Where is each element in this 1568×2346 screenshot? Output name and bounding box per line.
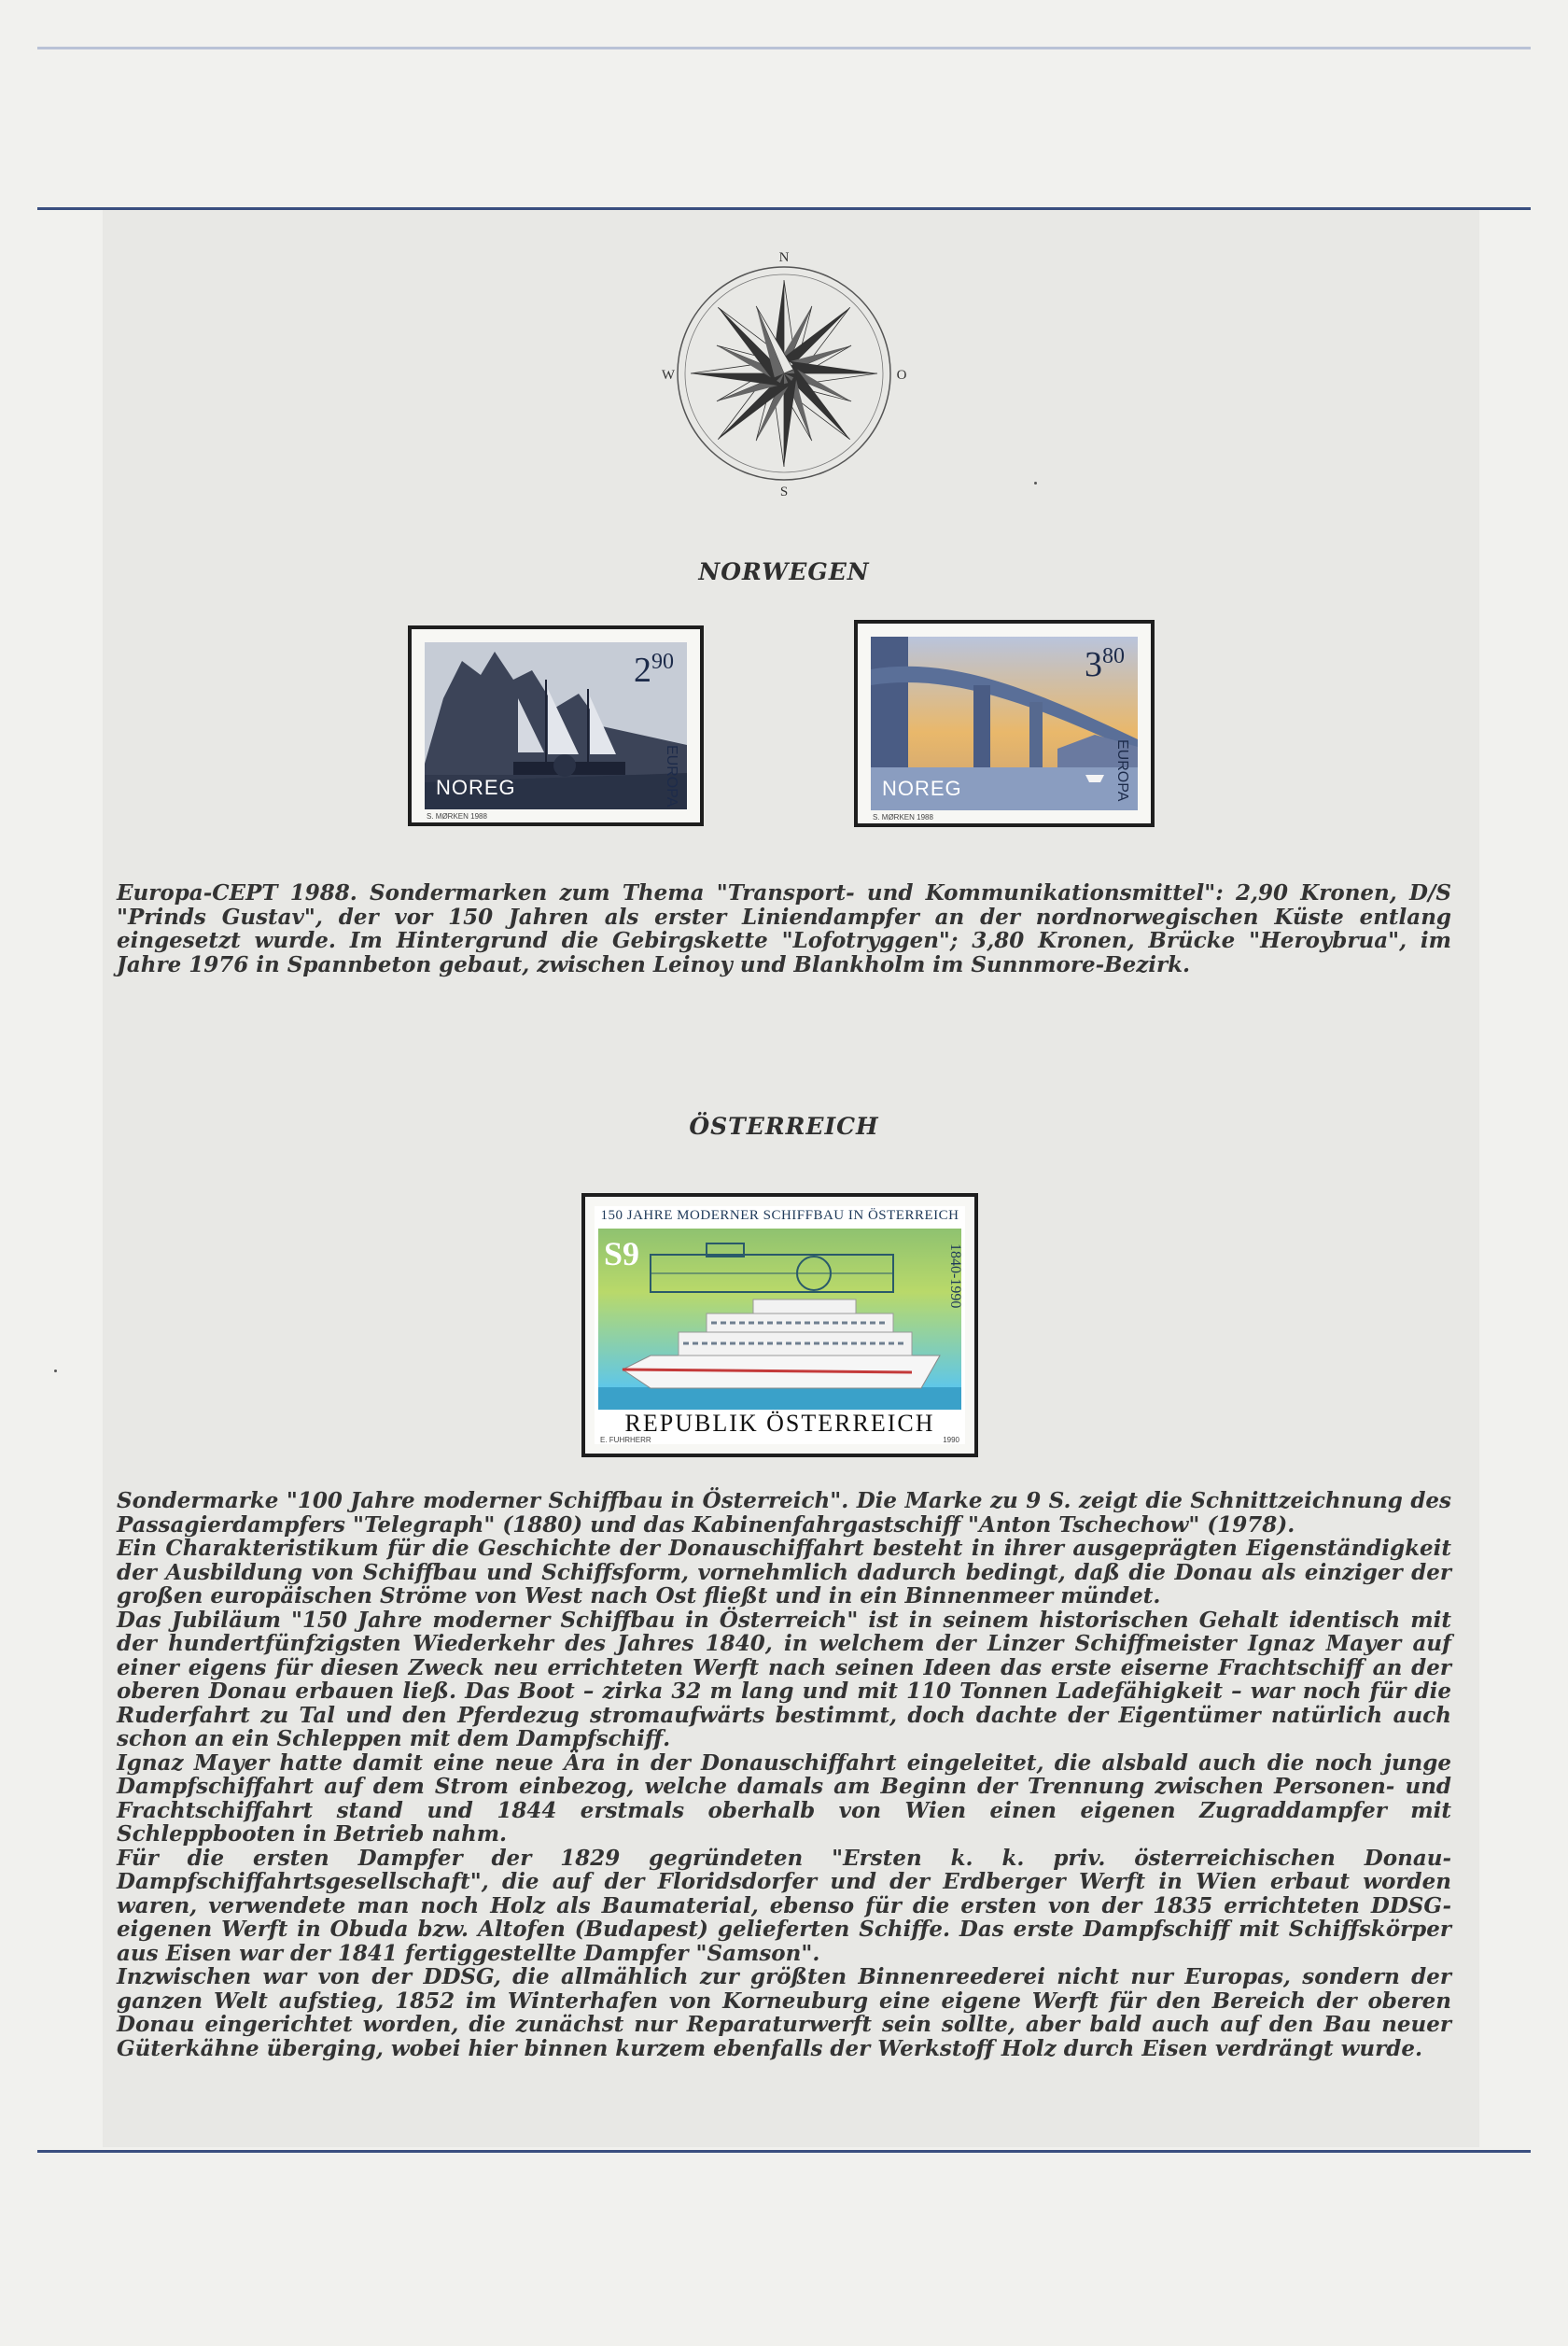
ship-illustration [595, 1206, 965, 1444]
caption-paragraph: Sondermarke "100 Jahre moderner Schiffbau in Österreich". Die Marke zu 9 S. zeigt die Schnittzeichnung des Passagierdampfers "Telegraph" (1880) und das Kabinenfahrgastschiff "Anton Tschechow" (1978). [117, 1488, 1451, 1538]
compass-south: S [779, 485, 789, 499]
stamp-country: NOREG [882, 777, 962, 800]
stamp-austria-s9 [581, 1193, 978, 1457]
europa-label: EUROPA [1114, 739, 1130, 802]
europa-label: EUROPA [664, 745, 679, 808]
stamp-norway-290 [408, 625, 704, 826]
caption-text: Europa-CEPT 1988. Sondermarken zum Thema "Transport- und Kommunikationsmittel": 2,90 Kronen, D/S "Prinds Gustav", der vor 150 Jahren als erster Liniendampfer an der nordnorwegischen Küste entlang eingesetzt wurde. Im Hintergrund die Gebirgskette "Lofotryggen"; 3,80 Kronen, Brücke "Heroybrua", im Jahre 1976 in Spannbeton gebaut, zwischen Leinoy und Blankholm im Sunnmore-Bezirk. [117, 880, 1451, 977]
section-heading-norwegen: NORWEGEN [698, 558, 870, 585]
stamp-norway-380 [854, 620, 1155, 827]
stamp-value: S9 [604, 1235, 640, 1272]
stamp-country: REPUBLIK ÖSTERREICH [624, 1410, 935, 1437]
stamp-paper [585, 1197, 974, 1454]
stamp-artwork [595, 1206, 965, 1444]
stamp-country: NOREG [436, 776, 516, 799]
stamp-artwork [425, 642, 687, 809]
stamp-top-text: 150 JAHRE MODERNER SCHIFFBAU IN ÖSTERREICH [600, 1208, 959, 1223]
caption-paragraph: Inzwischen war von der DDSG, die allmählich zur größten Binnenreederei nicht nur Europas, sondern der ganzen Welt aufstieg, 1852 im Winterhafen von Korneuburg eine eigene Werft für den Bereich der oberen Donau eingerichtet worden, die zunächst nur Reparaturwerft sein sollte, aber bald auch auf den Bau neuer Güterkähne überging, wobei hier binnen kurzem ebenfalls der Werkstoff Holz durch Eisen verdrängt wurde. [117, 1964, 1451, 2061]
caption-paragraph: Für die ersten Dampfer der 1829 gegründeten "Ersten k. k. priv. österreichischen Donau-Dampfschiffahrtsgesellschaft", die auf der Floridsdorfer und der Erdberger Werft in Wien erbaut worden waren, verwendete man noch Holz als Baumaterial, ebenso für die ersten von der 1835 errichteten DDSG-eigenen Werft in Obuda bzw. Altofen (Budapest) gelieferten Schiffe. Das erste Dampfschiff mit Schiffskörper aus Eisen war der 1841 fertiggestellte Dampfer "Samson". [117, 1845, 1451, 1966]
caption-paragraph: Ignaz Mayer hatte damit eine neue Ära in der Donauschiffahrt eingeleitet, die alsbald auch die noch junge Dampfschiffahrt auf dem Strom einbezog, welche damals am Beginn der Trennung zwischen Personen- und Frachtschiffahrt stand und 1844 erstmals oberhalb von Wien einen eigenen Zugraddampfer mit Schleppbooten in Betrieb nahm. [117, 1749, 1451, 1847]
compass-east: O [896, 368, 907, 383]
stamp-value: $2^{90}$ [634, 650, 674, 690]
page-top-line [37, 47, 1531, 49]
section-heading-oesterreich: ÖSTERREICH [689, 1113, 879, 1140]
compass-north: N [778, 250, 790, 265]
album-bottom-rule [37, 2150, 1531, 2153]
dot-mark [54, 1370, 57, 1372]
stamp-paper [412, 629, 700, 822]
caption-paragraph: Ein Charakteristikum für die Geschichte der Donauschiffahrt besteht in ihrer ausgeprägten Eigenständigkeit der Ausbildung von Schiffbau und Schiffsform, vornehmlich dadurch bedingt, daß die Donau als einziger der großen europäischen Ströme von West nach Ost fließt und in ein Binnenmeer mündet. [117, 1536, 1451, 1608]
caption-oesterreich [117, 1489, 1451, 2060]
stamp-imprint-right: 1990 [943, 1436, 959, 1444]
compass-rose [653, 243, 915, 504]
stamp-imprint: S. MØRKEN 1988 [427, 812, 487, 821]
stamp-imprint: S. MØRKEN 1988 [873, 813, 933, 822]
stamp-imprint-left: E. FUHRHERR [600, 1436, 651, 1444]
caption-norwegen [117, 881, 1451, 976]
stamp-value: $3^{80}$ [1085, 644, 1125, 684]
dot-mark [1034, 482, 1037, 485]
stamp-artwork [871, 637, 1138, 810]
compass-star [691, 280, 877, 467]
stamp-paper [858, 624, 1151, 823]
caption-paragraph: Das Jubiläum "150 Jahre moderner Schiffbau in Österreich" ist in seinem historischen Gehalt identisch mit der hundertfünfzigsten Wiederkehr des Jahres 1840, in welchem der Linzer Schiffmeister Ignaz Mayer auf einer eigens für diesen Zweck neu errichteten Werft nach seinen Ideen das erste eiserne Frachtschiff an der oberen Donau erbauen ließ. Das Boot – zirka 32 m lang und mit 110 Tonnen Ladefähigkeit – war noch für die Ruderfahrt zu Tal und den Pferdezug stromaufwärts bestimmt, doch dachte der Eigentümer natürlich auch schon an ein Schleppen mit dem Dampfschiff. [117, 1607, 1451, 1751]
stamp-years: 1840-1990 [947, 1243, 963, 1309]
compass-west: W [661, 368, 676, 383]
